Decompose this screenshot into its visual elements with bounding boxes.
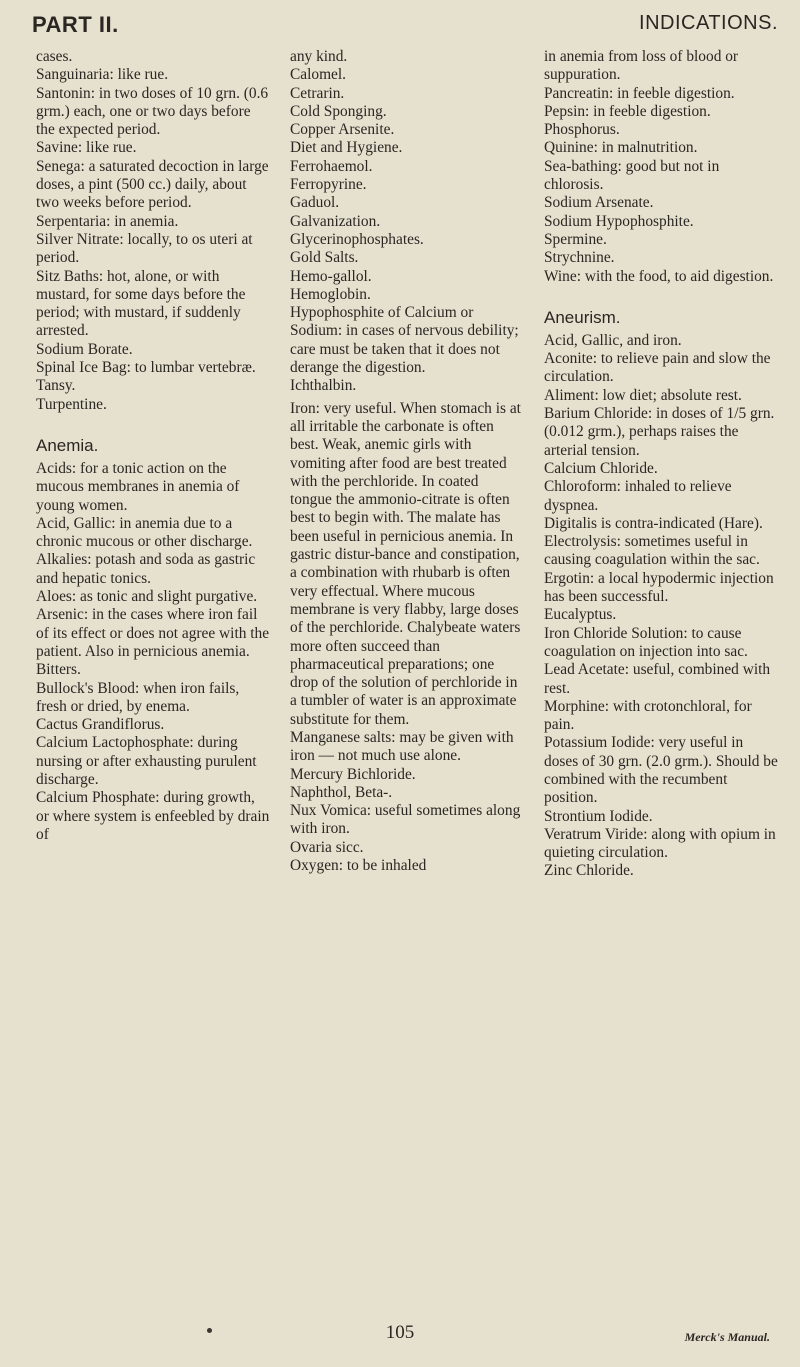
index-entry: Potassium Iodide: very useful in doses of 30 grn. (2.0 grm.). Should be combined with the recumbent position. xyxy=(544,734,778,807)
index-entry: Manganese salts: may be given with iron — not much use alone. xyxy=(290,728,514,765)
index-entry: Chloroform: inhaled to relieve dyspnea. xyxy=(544,478,732,514)
index-entry: Mercury Bichloride. xyxy=(290,765,416,783)
index-entry: Calomel. xyxy=(290,66,346,84)
index-entry: Ferropyrine. xyxy=(290,176,367,194)
index-entry: Savine: like rue. xyxy=(36,139,137,157)
index-entry: Bullock's Blood: when iron fails, fresh or dried, by enema. xyxy=(36,679,240,715)
index-entry: Phosphorus. xyxy=(544,121,620,139)
index-entry: Spermine. xyxy=(544,230,607,248)
index-entry: Calcium Lactophosphate: during nursing or after exhausting purulent discharge. xyxy=(36,734,257,788)
index-entry: Tansy. xyxy=(36,377,76,395)
index-entry: Strontium Iodide. xyxy=(544,807,653,825)
index-entry: Acid, Gallic, and iron. xyxy=(544,331,682,349)
running-header-section: INDICATIONS. xyxy=(639,12,778,34)
index-entry: Eucalyptus. xyxy=(544,606,617,624)
index-entry: Pancreatin: in feeble digestion. xyxy=(544,84,735,102)
index-entry: Hemo-gallol. xyxy=(290,267,372,285)
index-entry: Cold Sponging. xyxy=(290,102,387,120)
index-entry: Wine: with the food, to aid digestion. xyxy=(544,267,774,285)
index-entry: Calcium Chloride. xyxy=(544,459,658,477)
index-entry: Lead Acetate: useful, combined with rest. xyxy=(544,661,771,697)
index-entry: Spinal Ice Bag: to lumbar vertebræ. xyxy=(36,359,256,377)
index-entry: Gaduol. xyxy=(290,194,340,212)
index-entry: any kind. xyxy=(290,48,348,65)
index-entry: Morphine: with crotonchloral, for pain. xyxy=(544,697,752,734)
index-entry: Nux Vomica: useful sometimes along with iron. xyxy=(290,802,521,838)
index-entry: Santonin: in two doses of 10 grn. (0.6 grm.) each, one or two days before the expected period. xyxy=(36,84,269,139)
index-entry: Sodium Arsenate. xyxy=(544,194,654,212)
index-entry: Turpentine. xyxy=(36,395,107,413)
index-entry: Alkalies: potash and soda as gastric and hepatic tonics. xyxy=(36,551,256,587)
index-entry: Acid, Gallic: in anemia due to a chronic mucous or other discharge. xyxy=(36,514,253,551)
column-1 xyxy=(36,48,270,881)
index-entry: Pepsin: in feeble digestion. xyxy=(544,102,711,120)
index-entry: Naphthol, Beta-. xyxy=(290,783,393,801)
running-header-part: PART II. xyxy=(32,12,119,37)
index-entry: Gold Salts. xyxy=(290,249,359,267)
index-entry: Hypophosphite of Calcium or Sodium: in cases of nervous debility; care must be taken that it does not derange the digestion. xyxy=(290,304,519,377)
index-entry: Serpentaria: in anemia. xyxy=(36,212,179,230)
index-entry: Ovaria sicc. xyxy=(290,838,364,856)
index-entry: Ergotin: a local hypodermic injection has been successful. xyxy=(544,569,774,606)
index-entry: Ferrohaemol. xyxy=(290,157,373,175)
index-entry: Aloes: as tonic and slight purgative. xyxy=(36,588,258,606)
index-entry: Strychnine. xyxy=(544,249,615,267)
index-entry: Acids: for a tonic action on the mucous membranes in anemia of young women. xyxy=(36,459,240,514)
index-entry: Senega: a saturated decoction in large doses, a pint (500 cc.) daily, about two weeks before period. xyxy=(36,157,269,212)
index-entry: Aconite: to relieve pain and slow the circulation. xyxy=(544,350,771,386)
index-entry: Galvanization. xyxy=(290,212,381,230)
index-entry: Oxygen: to be inhaled xyxy=(290,857,427,875)
index-entry: Sodium Hypophosphite. xyxy=(544,212,694,230)
index-entry: Diet and Hygiene. xyxy=(290,139,403,157)
index-entry: Cetrarin. xyxy=(290,84,345,102)
footer-brand: Merck's Manual. xyxy=(684,1330,770,1344)
index-entry: Cactus Grandiflorus. xyxy=(36,716,165,734)
index-entry: Hemoglobin. xyxy=(290,285,371,303)
index-entry: Arsenic: in the cases where iron fail of its effect or does not agree with the patient. Also in pernicious anemia. xyxy=(36,606,270,660)
index-entry: Sea-bathing: good but not in chlorosis. xyxy=(544,157,720,194)
index-entry: Sanguinaria: like rue. xyxy=(36,66,169,84)
index-entry: Iron Chloride Solution: to cause coagulation on injection into sac. xyxy=(544,624,748,660)
index-entry: Barium Chloride: in doses of 1/5 grn. (0.012 grm.), perhaps raises the arterial tension. xyxy=(544,405,775,459)
index-entry: Sitz Baths: hot, alone, or with mustard, for some days before the period; with mustard, if suddenly arrested. xyxy=(36,267,246,340)
text-columns xyxy=(36,48,778,881)
index-entry: Digitalis is contra-indicated (Hare). xyxy=(544,514,763,532)
index-entry: Silver Nitrate: locally, to os uteri at period. xyxy=(36,230,253,267)
index-entry: Veratrum Viride: along with opium in quieting circulation. xyxy=(544,825,776,862)
index-entry: Bitters. xyxy=(36,661,81,679)
index-entry: cases. xyxy=(36,48,73,65)
index-entry: Ichthalbin. xyxy=(290,377,357,395)
index-entry: Zinc Chloride. xyxy=(544,862,634,880)
index-entry: Sodium Borate. xyxy=(36,340,133,358)
index-entry: Copper Arsenite. xyxy=(290,121,395,139)
column-3 xyxy=(544,48,778,881)
index-entry: Quinine: in malnutrition. xyxy=(544,139,698,157)
index-entry: Aliment: low diet; absolute rest. xyxy=(544,386,742,404)
index-entry: in anemia from loss of blood or suppuration. xyxy=(544,48,739,84)
column-2 xyxy=(290,48,524,881)
index-entry: Calcium Phosphate: during growth, or where system is enfeebled by drain of xyxy=(36,789,270,843)
section-heading: Anemia. xyxy=(36,435,99,455)
index-entry: Iron: very useful. When stomach is at all irritable the carbonate is often best. Weak, anemic girls with vomiting after food are best treated with the perchloride. In coated tongue the ammonio-citrate is often best to begin with. The malate has been useful in pernicious anemia. In gastric distur-bance and constipation, a combination with rhubarb is often very effectual. Where mucous membrane is very flabby, large doses of the perchloride. Chalybeate waters more often succeed than pharmaceutical preparations; one drop of the solution of perchloride in a tumbler of water is an approximate substitute for them. xyxy=(290,399,521,728)
index-entry: Glycerinophosphates. xyxy=(290,230,424,248)
section-heading: Aneurism. xyxy=(544,307,621,327)
page-number: 105 xyxy=(385,1322,415,1343)
index-entry: Electrolysis: sometimes useful in causing coagulation within the sac. xyxy=(544,533,760,569)
